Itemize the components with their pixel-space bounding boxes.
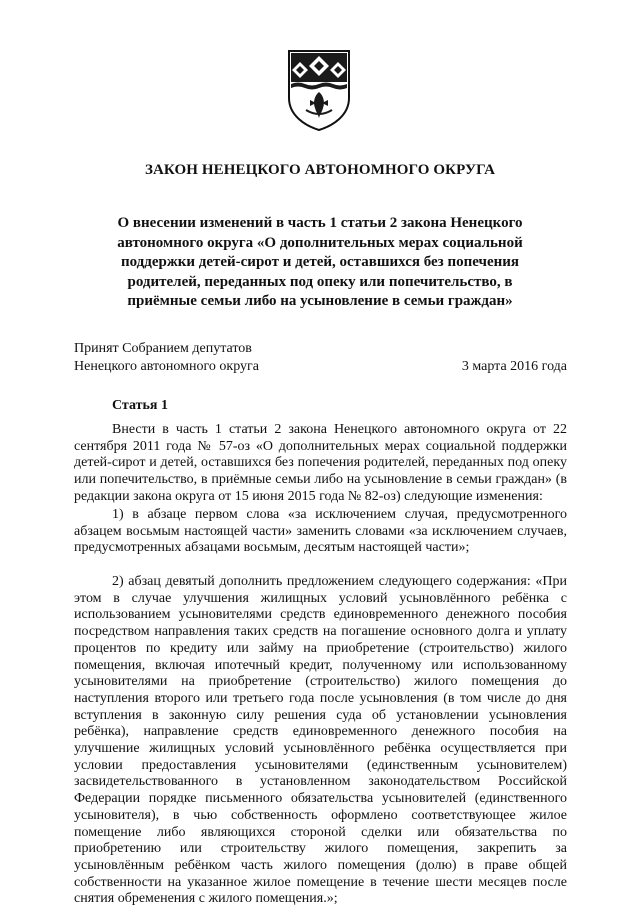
- law-title: ЗАКОН НЕНЕЦКОГО АВТОНОМНОГО ОКРУГА: [144, 162, 496, 178]
- paragraph-item-1: 1) в абзаце первом слова «за исключением случая, предусмотренного абзацем восьмым настоящей части» заменить словами «за исключением случаев, предусмотренных абзацами восьмым, десятым настоящей части»;: [74, 507, 567, 556]
- article-heading: Статья 1: [112, 398, 168, 413]
- paragraph-item-2: 2) абзац девятый дополнить предложением следующего содержания: «При этом в случае улучшения жилищных условий усыновлённого ребёнка с использованием усыновителями средств единовременного денежного пособия посредством направления таких средств на погашение основного долга и уплату процентов по кредиту или займу на приобретение (строительство) жилого помещения, включая ипотечный кредит, полученному или использованному усыновителями на приобретение (строительство) жилого помещения до наступления второго или третьего года после усыновления (в том числе до дня вступления в законную силу решения суда об установлении усыновления ребёнка), направление средств единовременного денежного пособия на улучшение жилищных условий усыновлённого ребёнка осуществляется при условии предоставления усыновителями (единственным усыновителем) засвидетельствованного в установленном законодательством Российской Федерации порядке письменного обязательства усыновителей (единственного усыновителя), в чью собственность оформлено соответствующее жилое помещение либо являющихся стороной сделки или обязательства по приобретению или строительству жилого помещения, закрепить за усыновлённым ребёнком часть жилого помещения (долю) в праве общей собственности на указанное жилое помещение в течение шести месяцев после снятия обременения с жилого помещения.»;: [74, 574, 567, 907]
- paragraph-intro: Внести в часть 1 статьи 2 закона Ненецкого автономного округа от 22 сентября 2011 года № 57-оз «О дополнительных мерах социальной поддержки детей-сирот и детей, оставшихся без попечения родителей, переданных под опеку или попечительство, в приёмные семьи либо на усыновление в семьи граждан» (в редакции закона округа от 15 июня 2015 года № 82-оз) следующие изменения:: [74, 422, 567, 504]
- adopted-by-line1: Принят Собранием депутатов: [74, 341, 252, 356]
- adopted-by-line2: Ненецкого автономного округа: [74, 359, 259, 374]
- law-subtitle: О внесении изменений в часть 1 статьи 2 закона Ненецкого автономного округа «О дополнительных мерах социальной поддержки детей-сирот и детей, оставшихся без попечения родителей, переданных под опеку или попечительство, в приёмные семьи либо на усыновление в семьи граждан»: [117, 215, 523, 309]
- adopted-date: 3 марта 2016 года: [461, 359, 567, 374]
- coat-of-arms-emblem: [286, 48, 352, 132]
